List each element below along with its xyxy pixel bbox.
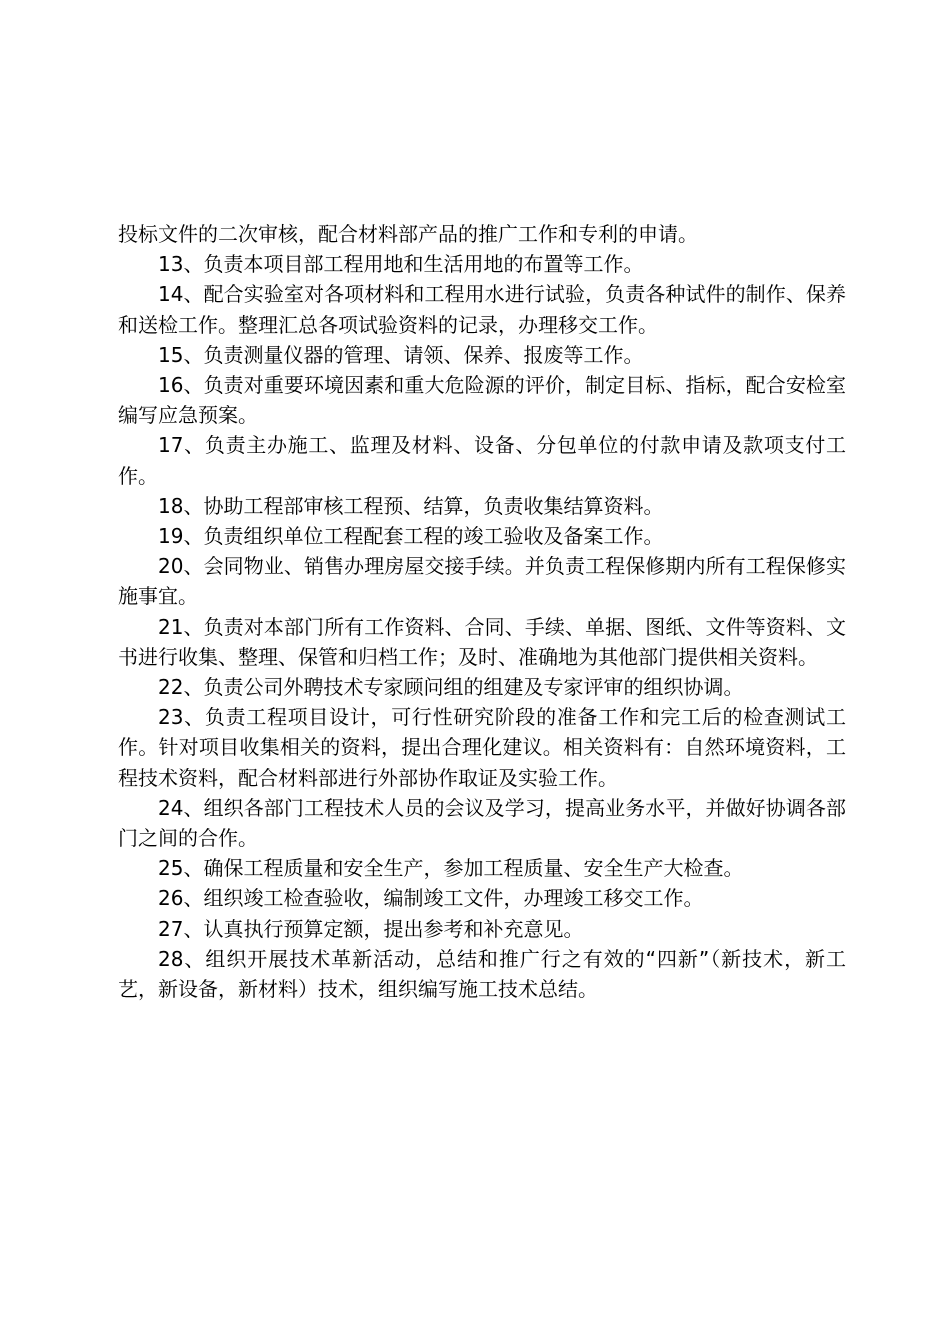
document-body (118, 219, 846, 1004)
paragraph-item-15: 15、负责测量仪器的管理、请领、保养、报废等工作。 (158, 342, 644, 367)
paragraph-item-23: 23、负责工程项目设计，可行性研究阶段的准备工作和完工后的检查测试工作。针对项目收集相关的资料，提出合理化建议。相关资料有：自然环境资料，工程技术资料，配合材料部进行外部协作取证及实验工作。 (118, 705, 846, 790)
paragraph-item-22: 22、负责公司外聘技术专家顾问组的组建及专家评审的组织协调。 (158, 675, 744, 700)
paragraph-item-18: 18、协助工程部审核工程预、结算，负责收集结算资料。 (158, 493, 664, 518)
paragraph-item-19: 19、负责组织单位工程配套工程的竣工验收及备案工作。 (158, 524, 664, 549)
paragraph-item-20: 20、会同物业、销售办理房屋交接手续。并负责工程保修期内所有工程保修实施事宜。 (118, 554, 846, 609)
paragraph-continuation: 投标文件的二次审核，配合材料部产品的推广工作和专利的申请。 (118, 222, 698, 246)
paragraph-item-25: 25、确保工程质量和安全生产，参加工程质量、安全生产大检查。 (158, 856, 744, 881)
paragraph-item-17: 17、负责主办施工、监理及材料、设备、分包单位的付款申请及款项支付工作。 (118, 433, 846, 488)
paragraph-item-13: 13、负责本项目部工程用地和生活用地的布置等工作。 (158, 252, 644, 277)
paragraph-item-14: 14、配合实验室对各项材料和工程用水进行试验，负责各种试件的制作、保养和送检工作。整理汇总各项试验资料的记录，办理移交工作。 (118, 282, 846, 337)
paragraph-item-24: 24、组织各部门工程技术人员的会议及学习，提高业务水平，并做好协调各部门之间的合作。 (118, 795, 846, 851)
paragraph-item-28: 28、组织开展技术革新活动，总结和推广行之有效的“四新”（新技术，新工艺，新设备，新材料）技术，组织编写施工技术总结。 (118, 946, 846, 1002)
paragraph-item-27: 27、认真执行预算定额，提出参考和补充意见。 (158, 916, 584, 941)
paragraph-item-26: 26、组织竣工检查验收，编制竣工文件，办理竣工移交工作。 (158, 886, 704, 911)
paragraph-item-16: 16、负责对重要环境因素和重大危险源的评价，制定目标、指标，配合安检室编写应急预案。 (118, 373, 846, 428)
paragraph-item-21: 21、负责对本部门所有工作资料、合同、手续、单据、图纸、文件等资料、文书进行收集、整理、保管和归档工作；及时、准确地为其他部门提供相关资料。 (118, 614, 846, 669)
